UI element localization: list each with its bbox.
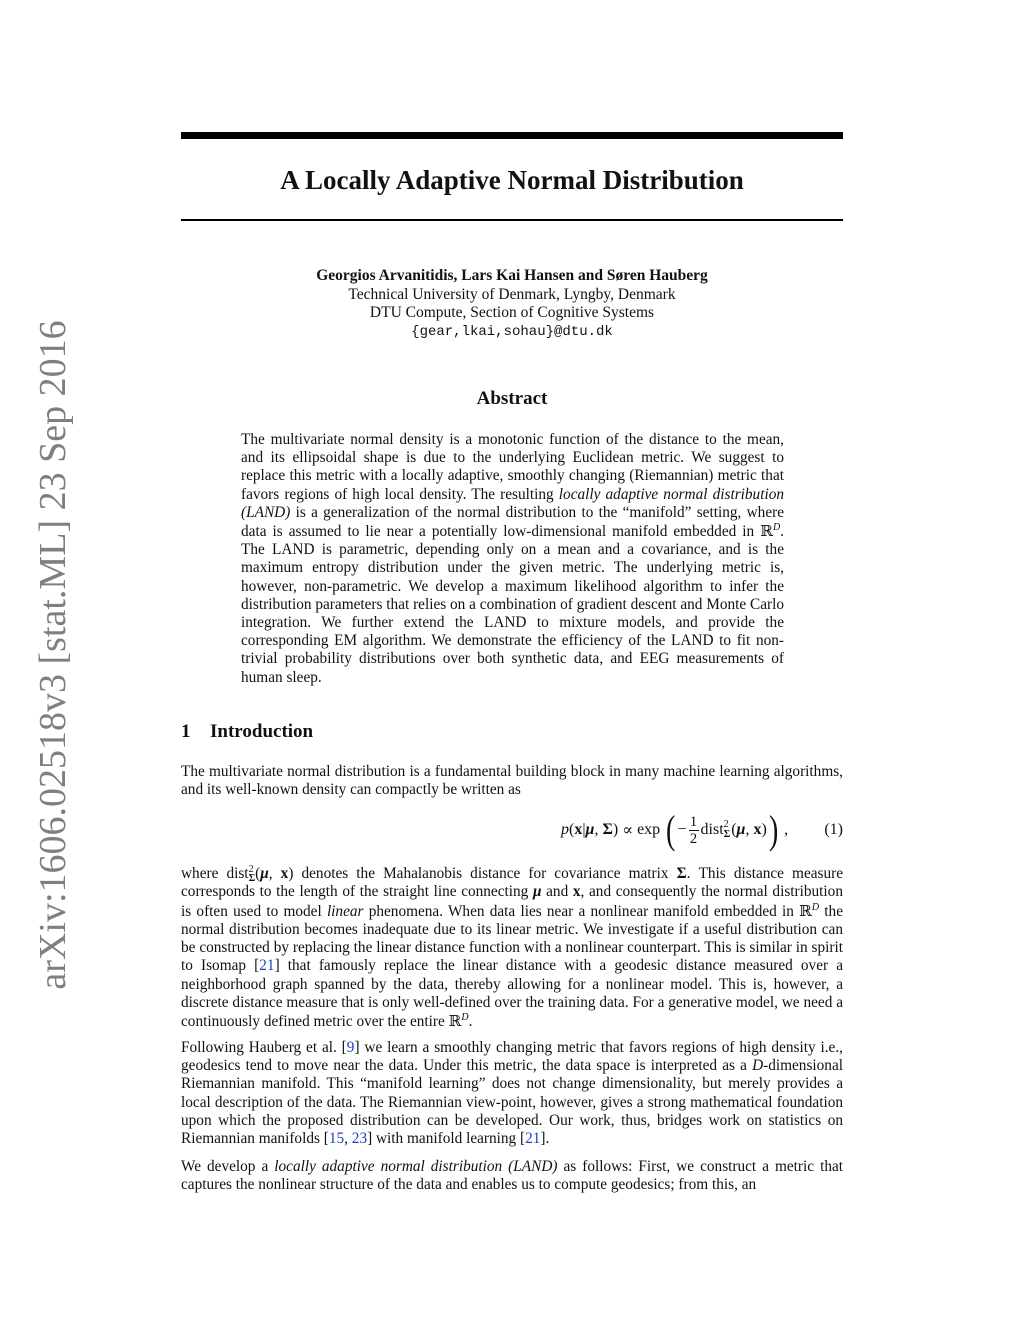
abstract-emphasis: locally adaptive normal distribution (LAND) — [241, 485, 784, 521]
citation-21[interactable]: 21 — [259, 957, 275, 975]
citation-23[interactable]: 23 — [351, 1130, 368, 1148]
intro-paragraph-4: We develop a locally adaptive normal distribution (LAND) as follows: First, we construct a metric that captures the nonlinear structure of the data and enables us to compute geodesics; from this, an — [181, 1158, 844, 1194]
equation-1 — [181, 805, 843, 855]
section-heading — [181, 720, 843, 744]
affiliation-university: Technical University of Denmark, Lyngby, Denmark — [348, 285, 676, 303]
intro-paragraph-3: Following Hauberg et al. [9] we learn a smoothly changing metric that favors regions of high density i.e., geodesics tend to move near the data. Under this metric, the data space is interpreted as a D-dimensional Riemannian manifold. This “manifold learning” does not change dimensionality, but merely provides a local description of the data. The Riemannian view-point, however, gives a strong mathematical foundation upon which the proposed distribution can be developed. Our work, thus, bridges work on statistics on Riemannian manifolds [15, 23] with manifold learning [21]. — [181, 1039, 843, 1148]
title-rule-top — [181, 132, 843, 139]
abstract-text: The multivariate normal density is a monotonic function of the distance to the mean, and its ellipsoidal shape is due to the underlying Euclidean metric. We suggest to replace this metric with a locally adaptive, smoothly changing (Riemannian) metric that favors regions of high local density. The resulting locally adaptive normal distribution (LAND) is a generalization of the normal distribution to the “manifold” setting, where data is assumed to lie near a potentially low-dimensional manifold embedded in ℝ$^D$. The LAND is parametric, depending only on a mean and a covariance, and is the maximum entropy distribution under the given metric. The underlying metric is, however, non-parametric. We develop a maximum likelihood algorithm to infer the distribution parameters that relies on a combination of gradient descent and Monte Carlo integration. We further extend the LAND to mixture models, and provide the corresponding EM algorithm. We demonstrate the efficiency of the LAND to fit non-trivial probability distributions over both synthetic data, and EEG measurements of human sleep. — [241, 431, 784, 686]
affiliation-department: DTU Compute, Section of Cognitive Systems — [369, 304, 655, 321]
abstract-heading: Abstract — [476, 388, 548, 409]
citation-21[interactable]: 21 — [525, 1130, 541, 1148]
title-rule-bottom — [181, 219, 843, 221]
citation-9[interactable]: 9 — [346, 1039, 355, 1056]
equation-body: p ( x | μ , Σ ) ∝ exp ( − $\frac{1}{2}$ dist 2 Σ ( μ , x ) ) , — [561, 807, 789, 852]
citation-15[interactable]: 15 — [328, 1130, 345, 1148]
section-title: Introduction — [210, 721, 314, 742]
intro-paragraph-2: where dist 2 Σ (μ, x) denotes the Mahalanobis distance for covariance matrix Σ. This distance measure corresponds to the length of the straight line connecting μ and x, and consequently the normal distribution is often used to model linear phenomena. When data lies near a nonlinear manifold embedded in ℝ$^D$ the normal distribution becomes inadequate due to its linear metric. We investigate if a useful distribution can be constructed by replacing the linear distance function with a nonlinear counterpart. This is similar in spirit to Isomap [21] that famously replace the linear distance with a geodesic distance measured over a neighborhood graph spanned by the data, thereby allowing for a nonlinear model. This is, however, a discrete distance measure that is only well-defined over the training data. For a generative model, we need a continuously defined metric over the entire ℝ$^D$. — [181, 864, 844, 1030]
equation-number: (1) — [824, 821, 843, 838]
author-block — [181, 267, 843, 341]
intro-paragraph-1: The multivariate normal distribution is a fundamental building block in many machine learning algorithms, and its well-known density can compactly be written as — [181, 763, 843, 799]
author-names: Georgios Arvanitidis, Lars Kai Hansen and Søren Hauberg — [316, 267, 708, 284]
equation-fraction: $\frac{1}{2}$ — [689, 813, 698, 847]
author-email: {gear,lkai,sohau}@dtu.dk — [411, 323, 613, 340]
paper-title: A Locally Adaptive Normal Distribution — [280, 165, 744, 195]
section-number: 1 — [181, 721, 191, 742]
arxiv-stamp: arXiv:1606.02518v3 [stat.ML] 23 Sep 2016 — [32, 320, 74, 990]
